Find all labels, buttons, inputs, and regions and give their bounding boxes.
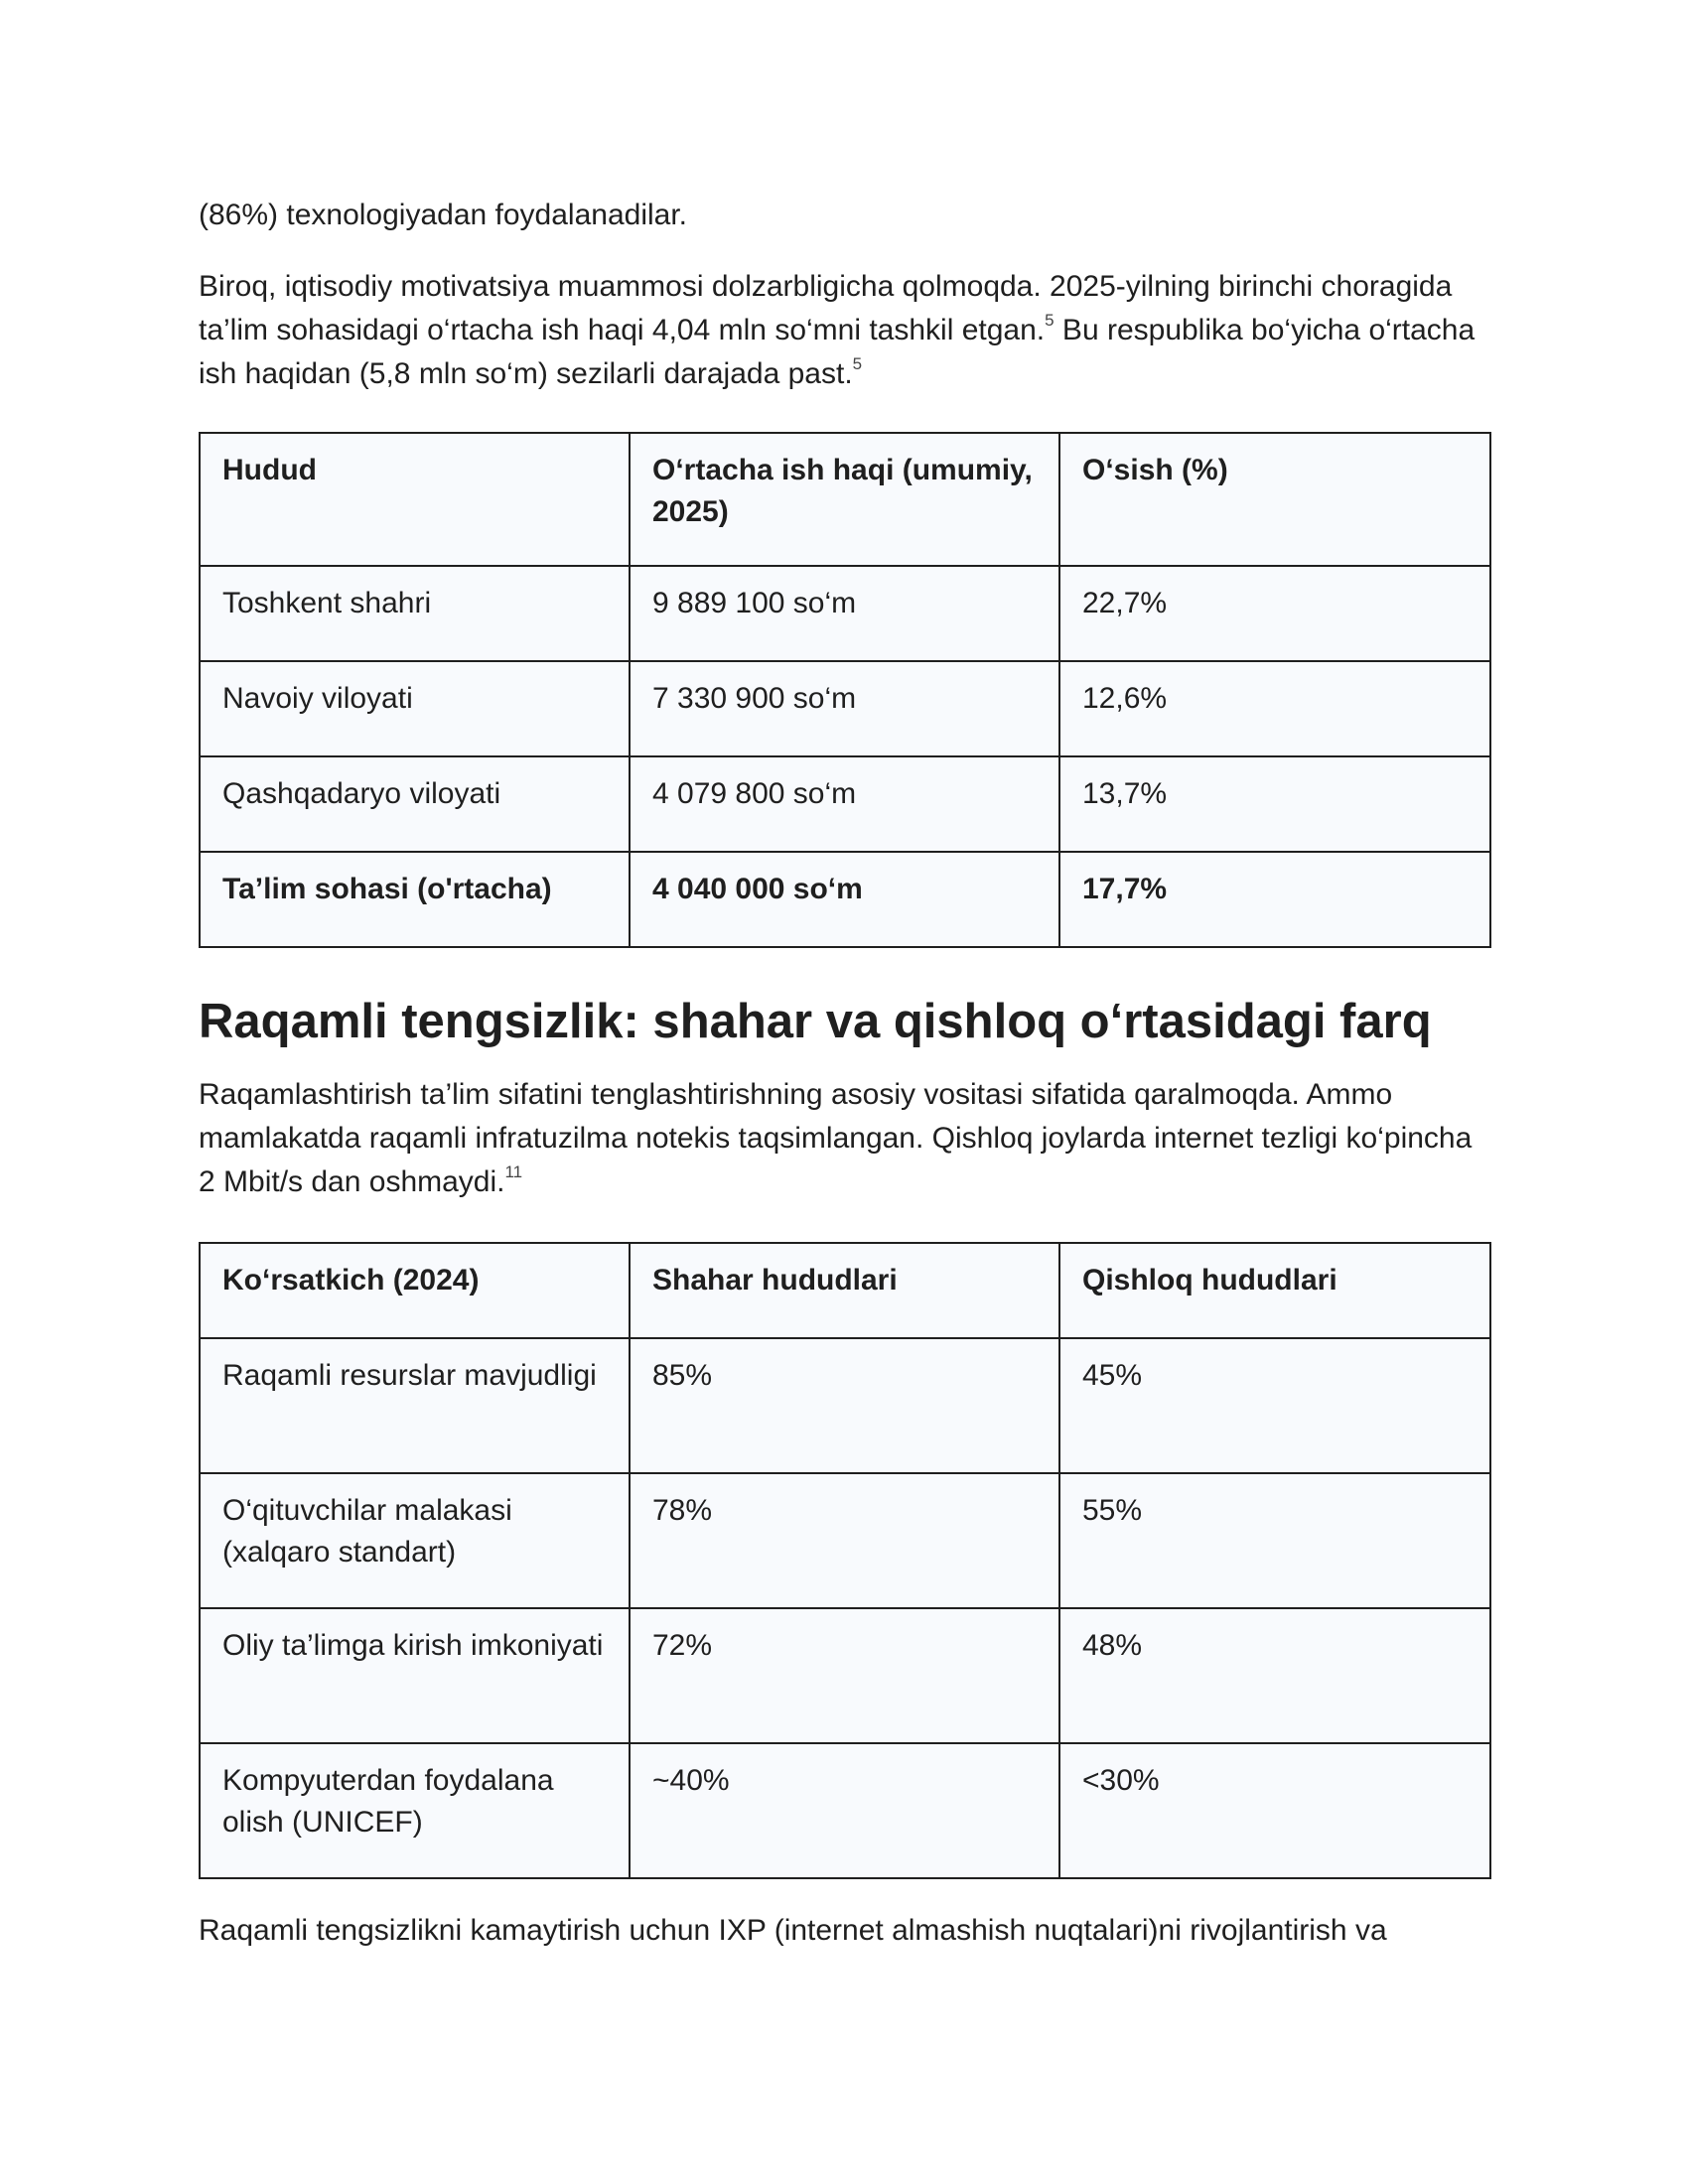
paragraph-text: Bu respublika bo‘yicha o‘rtacha ish haqidan (5,8 mln so‘m) sezilarli darajada past. xyxy=(199,314,1476,390)
table-header-cell: Shahar hududlari xyxy=(630,1243,1059,1338)
table-row xyxy=(200,1608,1490,1743)
table-cell: 78% xyxy=(630,1473,1059,1608)
table-cell: 4 040 000 so‘m xyxy=(630,852,1059,947)
table-cell: Navoiy viloyati xyxy=(200,661,630,756)
table-cell: Kompyuterdan foydalana olish (UNICEF) xyxy=(200,1743,630,1878)
table-cell: 7 330 900 so‘m xyxy=(630,661,1059,756)
section-heading: Raqamli tengsizlik: shahar va qishloq o‘rtasidagi farq xyxy=(199,995,1432,1048)
digital-divide-table xyxy=(199,1242,1491,1879)
table-cell: 9 889 100 so‘m xyxy=(630,566,1059,661)
footnote-ref[interactable]: 11 xyxy=(504,1162,523,1181)
table-cell: 12,6% xyxy=(1059,661,1490,756)
paragraph xyxy=(199,1073,1489,1204)
footnote-ref[interactable]: 5 xyxy=(852,354,863,373)
table-cell: Raqamli resurslar mavjudligi xyxy=(200,1338,630,1473)
paragraph: (86%) texnologiyadan foydalanadilar. xyxy=(199,199,687,231)
table-cell: 13,7% xyxy=(1059,756,1490,852)
table-header-row xyxy=(200,1243,1490,1338)
table-cell: Ta’lim sohasi (o'rtacha) xyxy=(200,852,630,947)
paragraph-text: Biroq, iqtisodiy motivatsiya muammosi dolzarbligicha qolmoqda. 2025-yilning birinchi choragida ta’lim sohasidagi o‘rtacha ish haqi 4,04 mln so‘mni tashkil etgan. xyxy=(199,270,1453,346)
document-page xyxy=(199,194,1489,1953)
table-row xyxy=(200,1338,1490,1473)
table-header-cell: Ko‘rsatkich (2024) xyxy=(200,1243,630,1338)
table-row xyxy=(200,1473,1490,1608)
paragraph: Raqamli tengsizlikni kamaytirish uchun IXP (internet almashish nuqtalari)ni rivojlantirish va xyxy=(199,1914,1387,1947)
table-row xyxy=(200,1743,1490,1878)
table-cell: 45% xyxy=(1059,1338,1490,1473)
table-cell: 72% xyxy=(630,1608,1059,1743)
table-header-cell: Qishloq hududlari xyxy=(1059,1243,1490,1338)
paragraph-text: Raqamlashtirish ta’lim sifatini tenglashtirishning asosiy vositasi sifatida qaralmoqda. Ammo mamlakatda raqamli infratuzilma notekis taqsimlangan. Qishloq joylarda internet tezligi ko‘pincha 2 Mbit/s dan oshmaydi. xyxy=(199,1078,1473,1198)
table-cell: 85% xyxy=(630,1338,1059,1473)
table-cell: 48% xyxy=(1059,1608,1490,1743)
table-header-cell: Hudud xyxy=(200,433,630,566)
table-header-cell: O‘sish (%) xyxy=(1059,433,1490,566)
table-cell: 17,7% xyxy=(1059,852,1490,947)
table-cell: 4 079 800 so‘m xyxy=(630,756,1059,852)
table-row xyxy=(200,566,1490,661)
table-cell: Toshkent shahri xyxy=(200,566,630,661)
table-header-cell: O‘rtacha ish haqi (umumiy, 2025) xyxy=(630,433,1059,566)
table-cell: <30% xyxy=(1059,1743,1490,1878)
footnote-ref[interactable]: 5 xyxy=(1045,311,1055,330)
table-cell: O‘qituvchilar malakasi (xalqaro standart) xyxy=(200,1473,630,1608)
paragraph xyxy=(199,265,1489,396)
table-cell: 22,7% xyxy=(1059,566,1490,661)
table-cell: 55% xyxy=(1059,1473,1490,1608)
table-row xyxy=(200,756,1490,852)
table-row xyxy=(200,661,1490,756)
salary-table xyxy=(199,432,1491,948)
table-cell: Oliy ta’limga kirish imkoniyati xyxy=(200,1608,630,1743)
table-row-total xyxy=(200,852,1490,947)
table-cell: ~40% xyxy=(630,1743,1059,1878)
table-cell: Qashqadaryo viloyati xyxy=(200,756,630,852)
table-header-row xyxy=(200,433,1490,566)
